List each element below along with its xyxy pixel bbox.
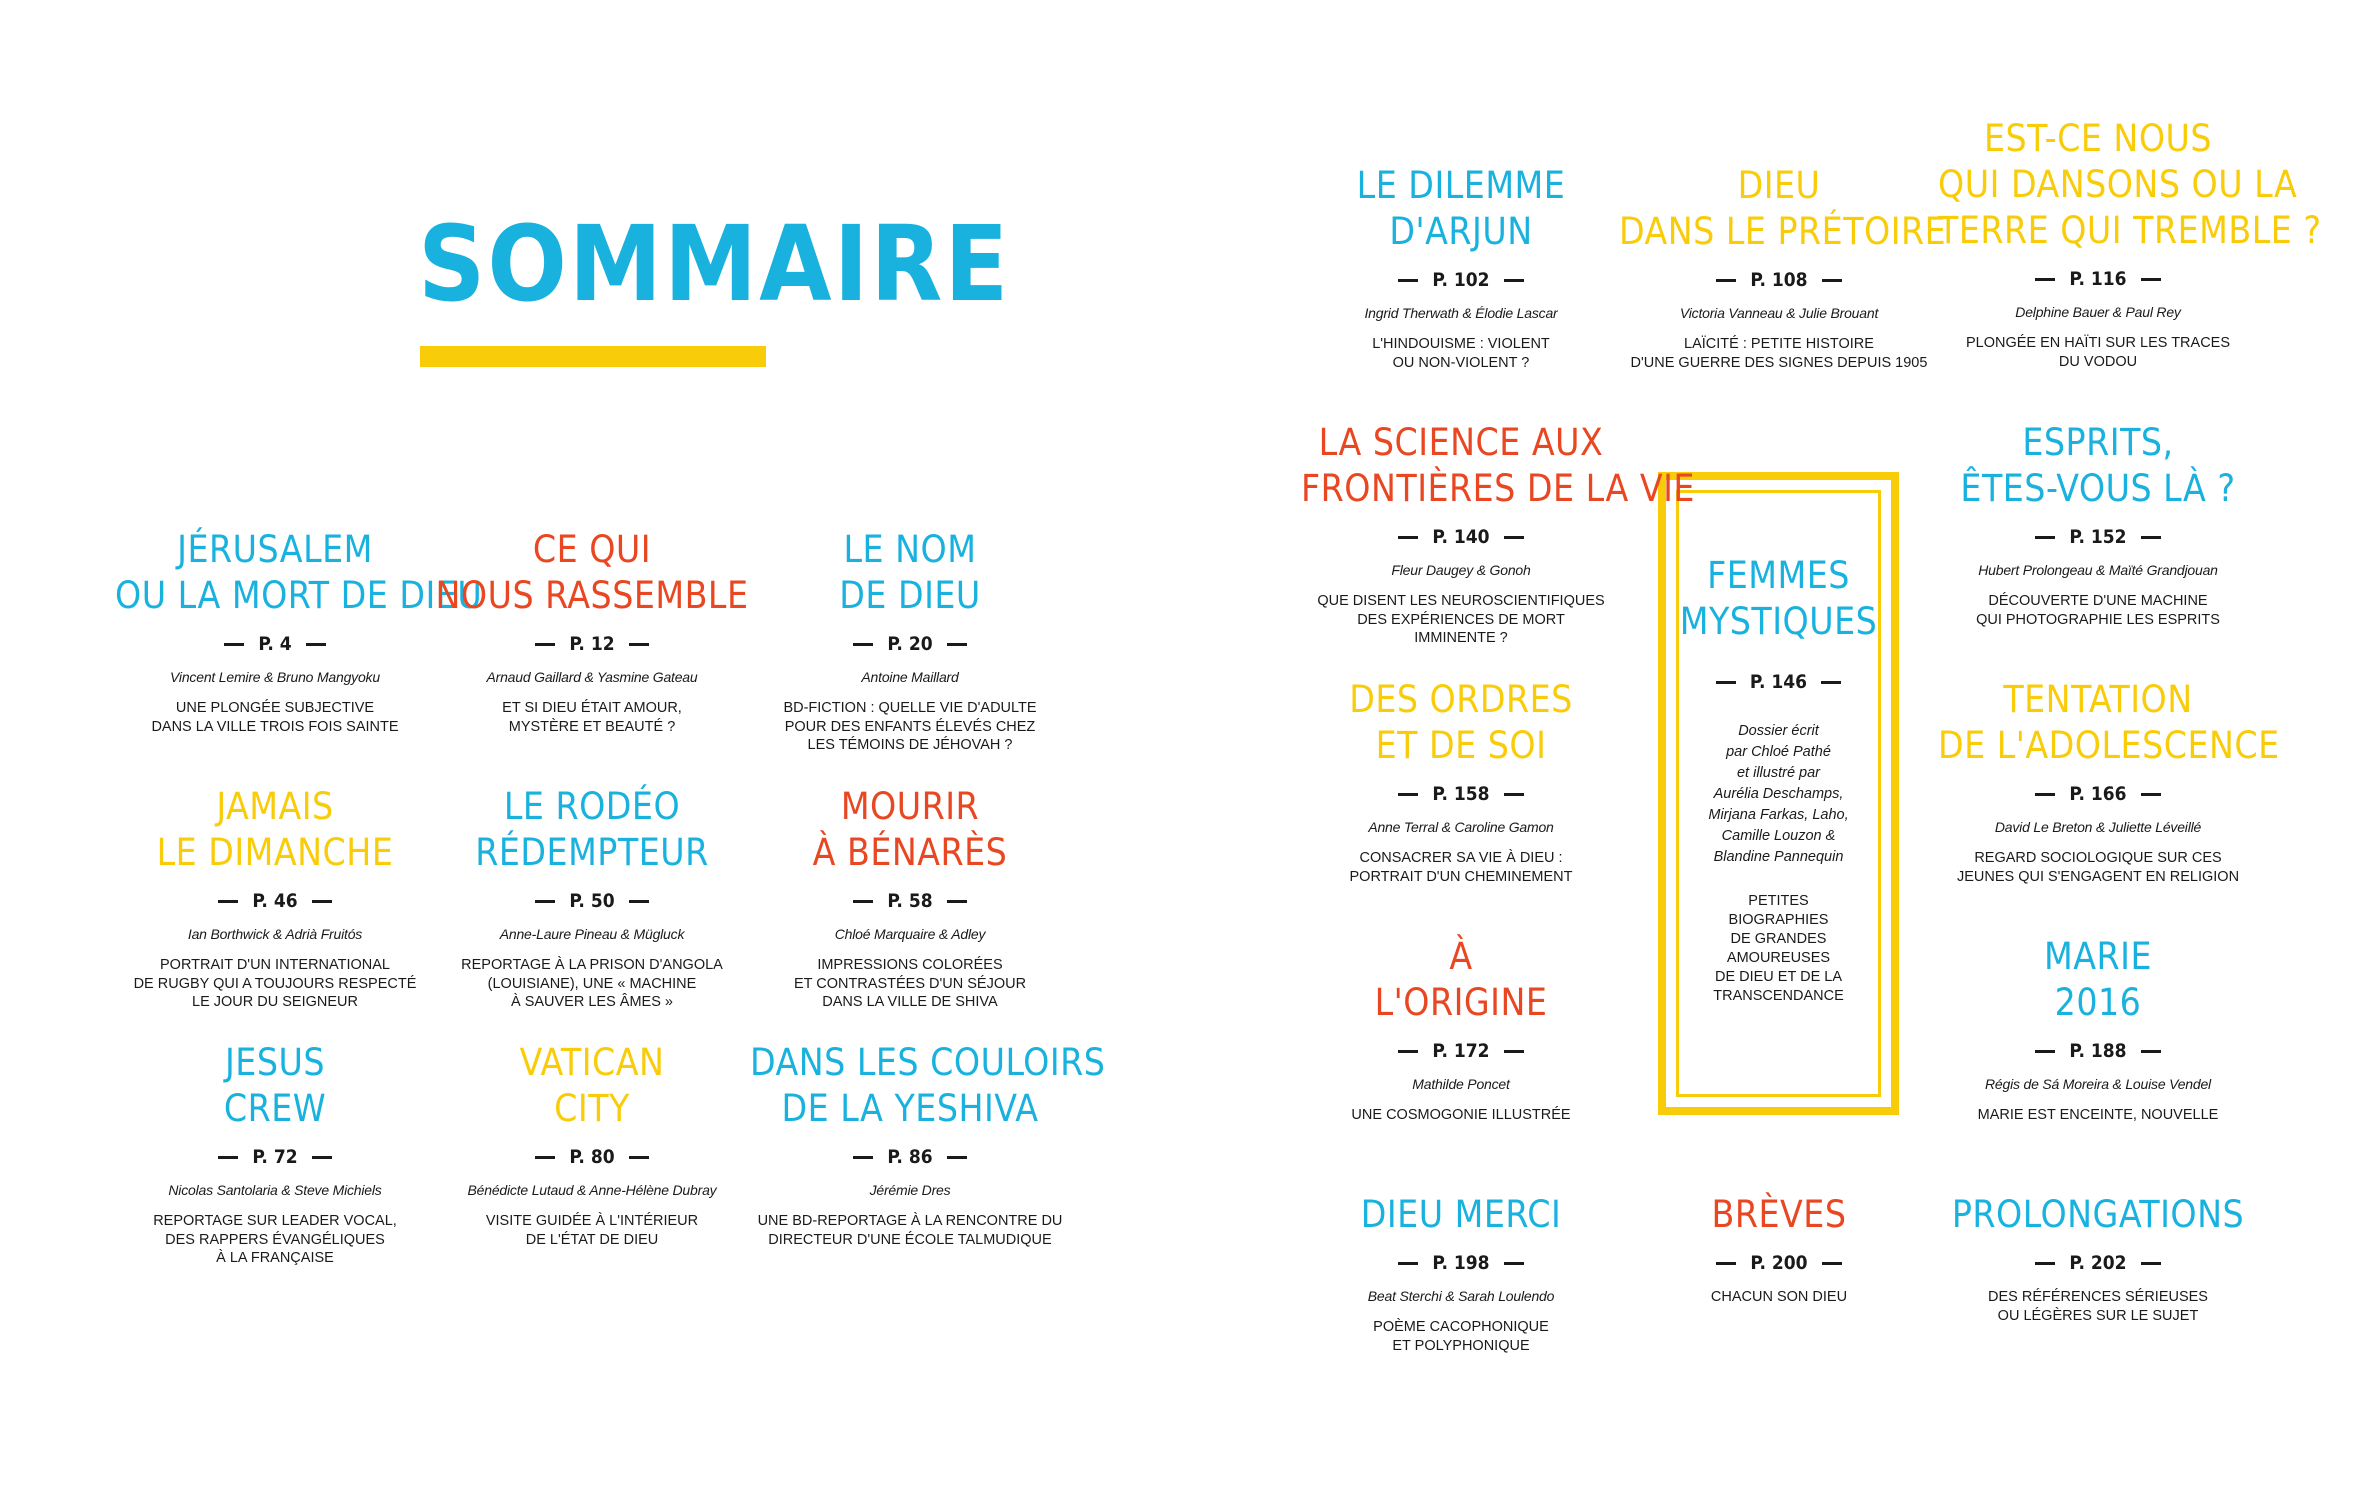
entry-description: DÉCOUVERTE D'UNE MACHINE QUI PHOTOGRAPHIE LES ESPRITS (1976, 593, 2220, 628)
entry-page-number: P. 72 (115, 1146, 435, 1168)
entry-title: LE NOM DE DIEU (839, 528, 981, 617)
toc-entry[interactable] (432, 784, 752, 1012)
toc-entry[interactable] (115, 784, 435, 1012)
toc-entry[interactable] (1938, 677, 2280, 886)
entry-authors: Victoria Vanneau & Julie Brouant (1679, 305, 1879, 321)
entry-authors: Delphine Bauer & Paul Rey (2015, 304, 2181, 320)
entry-title: MARIE 2016 (2044, 935, 2152, 1024)
toc-entry[interactable] (1938, 420, 2258, 629)
toc-entry[interactable] (432, 527, 752, 736)
entry-title: DANS LES COULOIRS DE LA YESHIVA (750, 1041, 1106, 1130)
entry-page-number: P. 108 (1619, 269, 1939, 291)
entry-title: VATICAN CITY (519, 1041, 665, 1130)
toc-entry[interactable] (1301, 420, 1695, 648)
entry-page-number: P. 46 (115, 890, 435, 912)
entry-authors: Antoine Maillard (861, 669, 959, 685)
toc-entry[interactable] (1938, 116, 2322, 371)
entry-title: À L'ORIGINE (1374, 935, 1548, 1024)
entry-authors: Anne Terral & Caroline Gamon (1368, 819, 1554, 835)
feature-description: PETITES BIOGRAPHIES DE GRANDES AMOUREUSES DE DIEU ET DE LA TRANSCENDANCE (1713, 893, 1844, 1004)
entry-page-number: P. 140 (1301, 526, 1621, 548)
entry-authors: Ian Borthwick & Adrià Fruitós (187, 926, 363, 942)
entry-description: DES RÉFÉRENCES SÉRIEUSES OU LÉGÈRES SUR LE SUJET (1988, 1289, 2208, 1324)
toc-entry[interactable] (115, 527, 483, 736)
entry-authors: Nicolas Santolaria & Steve Michiels (168, 1182, 382, 1198)
entry-description: MARIE EST ENCEINTE, NOUVELLE (1977, 1107, 2219, 1123)
entry-page-number: P. 50 (432, 890, 752, 912)
page-title: SOMMAIRE (418, 203, 1011, 325)
entry-authors: Chloé Marquaire & Adley (834, 926, 986, 942)
entry-page-number: P. 102 (1301, 269, 1621, 291)
entry-title: CE QUI NOUS RASSEMBLE (435, 528, 749, 617)
entry-title: LE DILEMME D'ARJUN (1356, 164, 1566, 253)
title-underline-bar (420, 346, 766, 367)
entry-title: ESPRITS, ÊTES-VOUS LÀ ? (1960, 421, 2236, 510)
entry-page-number: P. 152 (1938, 526, 2258, 548)
entry-page-number: P. 198 (1301, 1252, 1621, 1274)
entry-authors: Arnaud Gaillard & Yasmine Gateau (486, 669, 698, 685)
toc-entry[interactable] (750, 1040, 1106, 1249)
entry-description: REGARD SOCIOLOGIQUE SUR CES JEUNES QUI S'ENGAGENT EN RELIGION (1956, 850, 2240, 885)
toc-entry[interactable] (750, 527, 1070, 755)
toc-entry[interactable] (1301, 163, 1621, 372)
entry-authors: Hubert Prolongeau & Maïté Grandjouan (1978, 562, 2218, 578)
entry-title: JAMAIS LE DIMANCHE (156, 785, 394, 874)
toc-entry[interactable] (1938, 1192, 2258, 1325)
feature-title: FEMMES MYSTIQUES (1679, 554, 1878, 643)
entry-description: CONSACRER SA VIE À DIEU : PORTRAIT D'UN CHEMINEMENT (1349, 850, 1573, 885)
entry-authors: Jérémie Dres (869, 1182, 951, 1198)
entry-authors: Mathilde Poncet (1412, 1076, 1510, 1092)
entry-page-number: P. 58 (750, 890, 1070, 912)
entry-page-number: P. 80 (432, 1146, 752, 1168)
feature-credit: Dossier écrit par Chloé Pathé et illustré par Aurélia Deschamps, Mirjana Farkas, Laho, Camille Louzon & Blandine Pannequin (1708, 723, 1849, 865)
entry-page-number: P. 20 (750, 633, 1070, 655)
entry-authors: Bénédicte Lutaud & Anne-Hélène Dubray (467, 1182, 717, 1198)
toc-entry[interactable] (1938, 934, 2258, 1125)
entry-title: EST-CE NOUS QUI DANSONS OU LA TERRE QUI TREMBLE ? (1938, 117, 2322, 252)
entry-description: POÈME CACOPHONIQUE ET POLYPHONIQUE (1373, 1319, 1549, 1354)
entry-description: REPORTAGE SUR LEADER VOCAL, DES RAPPERS ÉVANGÉLIQUES À LA FRANÇAISE (153, 1213, 397, 1266)
toc-entry[interactable] (1301, 677, 1621, 886)
entry-title: JÉRUSALEM OU LA MORT DE DIEU (115, 528, 483, 617)
toc-entry[interactable] (1619, 163, 1947, 372)
entry-page-number: P. 4 (115, 633, 435, 655)
entry-description: L'HINDOUISME : VIOLENT OU NON-VIOLENT ? (1372, 336, 1550, 371)
entry-authors: Vincent Lemire & Bruno Mangyoku (170, 669, 380, 685)
entry-page-number: P. 202 (1938, 1252, 2258, 1274)
toc-entry[interactable] (750, 784, 1070, 1012)
entry-description: ET SI DIEU ÉTAIT AMOUR, MYSTÈRE ET BEAUTÉ ? (502, 700, 682, 735)
entry-title: MOURIR À BÉNARÈS (812, 785, 1008, 874)
entry-page-number: P. 172 (1301, 1040, 1621, 1062)
entry-authors: David Le Breton & Juliette Léveillé (1994, 819, 2202, 835)
feature-page: P. 146 (1666, 671, 1891, 693)
entry-authors: Ingrid Therwath & Élodie Lascar (1364, 305, 1558, 321)
toc-entry[interactable] (432, 1040, 752, 1249)
entry-page-number: P. 12 (432, 633, 752, 655)
entry-page-number: P. 86 (750, 1146, 1070, 1168)
entry-title: BRÈVES (1711, 1193, 1847, 1236)
entry-title: DIEU MERCI (1360, 1193, 1562, 1236)
toc-entry[interactable] (1301, 1192, 1621, 1355)
entry-title: JESUS CREW (223, 1041, 327, 1130)
entry-page-number: P. 158 (1301, 783, 1621, 805)
entry-description: IMPRESSIONS COLORÉES ET CONTRASTÉES D'UN SÉJOUR DANS LA VILLE DE SHIVA (793, 957, 1027, 1010)
entry-description: UNE PLONGÉE SUBJECTIVE DANS LA VILLE TROIS FOIS SAINTE (151, 700, 399, 735)
entry-authors: Régis de Sá Moreira & Louise Vendel (1985, 1076, 2211, 1092)
entry-description: CHACUN SON DIEU (1710, 1289, 1848, 1305)
entry-title: DES ORDRES ET DE SOI (1349, 678, 1573, 767)
entry-description: LAÏCITÉ : PETITE HISTOIRE D'UNE GUERRE DES SIGNES DEPUIS 1905 (1630, 336, 1928, 371)
entry-description: QUE DISENT LES NEUROSCIENTIFIQUES DES EXPÉRIENCES DE MORT IMMINENTE ? (1317, 593, 1605, 646)
entry-title: LE RODÉO RÉDEMPTEUR (475, 785, 709, 874)
entry-page-number: P. 116 (1938, 268, 2258, 290)
toc-entry[interactable] (1619, 1192, 1939, 1307)
entry-page-number: P. 166 (1938, 783, 2258, 805)
entry-title: DIEU DANS LE PRÉTOIRE (1619, 164, 1947, 253)
toc-entry[interactable] (1301, 934, 1621, 1125)
entry-description: PORTRAIT D'UN INTERNATIONAL DE RUGBY QUI A TOUJOURS RESPECTÉ LE JOUR DU SEIGNEUR (133, 957, 417, 1010)
toc-entry[interactable] (115, 1040, 435, 1268)
entry-description: PLONGÉE EN HAÏTI SUR LES TRACES DU VODOU (1965, 335, 2231, 370)
entry-title: LA SCIENCE AUX FRONTIÈRES DE LA VIE (1301, 421, 1695, 510)
feature-femmes-mystiques[interactable] (1666, 553, 1891, 1006)
entry-page-number: P. 200 (1619, 1252, 1939, 1274)
entry-description: UNE BD-REPORTAGE À LA RENCONTRE DU DIRECTEUR D'UNE ÉCOLE TALMUDIQUE (757, 1213, 1063, 1248)
entry-description: BD-FICTION : QUELLE VIE D'ADULTE POUR DES ENFANTS ÉLEVÉS CHEZ LES TÉMOINS DE JÉHOVAH ? (783, 700, 1037, 753)
entry-description: UNE COSMOGONIE ILLUSTRÉE (1351, 1107, 1571, 1123)
entry-description: VISITE GUIDÉE À L'INTÉRIEUR DE L'ÉTAT DE DIEU (485, 1213, 699, 1248)
entry-page-number: P. 188 (1938, 1040, 2258, 1062)
entry-authors: Beat Sterchi & Sarah Loulendo (1367, 1288, 1555, 1304)
entry-authors: Anne-Laure Pineau & Mügluck (499, 926, 685, 942)
entry-title: TENTATION DE L'ADOLESCENCE (1938, 678, 2280, 767)
entry-title: PROLONGATIONS (1951, 1193, 2245, 1236)
entry-authors: Fleur Daugey & Gonoh (1391, 562, 1531, 578)
entry-description: REPORTAGE À LA PRISON D'ANGOLA (LOUISIANE), UNE « MACHINE À SAUVER LES ÂMES » (461, 957, 723, 1010)
